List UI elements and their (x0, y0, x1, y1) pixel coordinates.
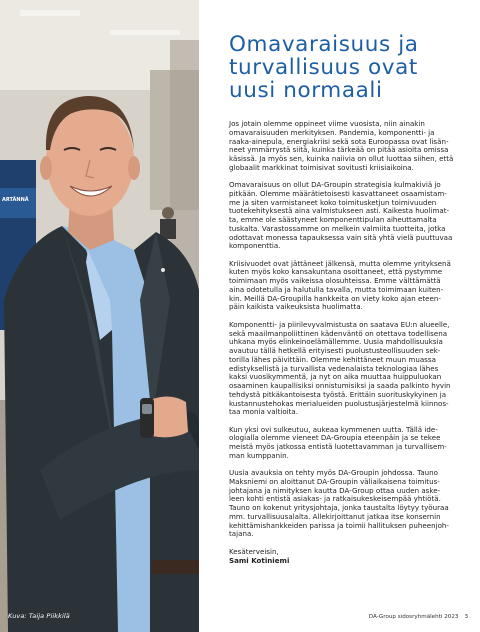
page-footer (369, 614, 468, 620)
text-line: kehittämishankkeiden parissa ja toimii hallituksen puheenjoh- (229, 520, 449, 530)
closing-greeting: Kesäterveisin, (229, 546, 279, 556)
text-line: omavaraisuuden merkityksen. Pandemia, komponentti- ja (229, 127, 435, 137)
text-line: raaka-ainepula, energiakriisi sekä sota Euroopassa ovat lisän- (229, 136, 449, 146)
text-line: tehdystä pitkäkantoisesta työstä. Erittäin suorituskykyinen ja (229, 389, 447, 399)
text-line: pitkään. Olemme määrätietoisesti kasvattaneet osaamistam- (229, 188, 447, 198)
portrait-photo (0, 0, 199, 632)
text-line: neet ymmärrystä siitä, kuinka tärkeää on pitää asioita omissa (229, 145, 449, 155)
text-line: johtajana ja nimityksen kautta DA-Group ottaa uuden aske- (229, 485, 441, 495)
text-line: osaaminen kaupallisiksi onnistumisiksi ja saada palkinto hyvin (229, 381, 451, 391)
article-headline (229, 33, 469, 102)
booth-sign-text: ARTÄNNÄ (2, 197, 29, 203)
closing-block (229, 548, 469, 566)
text-line: avautuu tällä hetkellä erityisesti puolustusteollisuuden sek- (229, 346, 441, 356)
headline-line: uusi normaali (229, 78, 383, 103)
paragraph (229, 120, 469, 173)
text-line: Jos jotain olemme oppineet viime vuosista, niin ainakin (229, 119, 425, 128)
text-line: Kriisivuodet ovat jättäneet jälkensä, mutta olemme yrityksenä (229, 258, 451, 268)
text-line: torilla lähes päivittäin. Olemme kehittäneet muun muassa (229, 354, 436, 364)
text-line: kin. Meillä DA-Groupilla hankkeita on viety koko ajan eteen- (229, 293, 441, 303)
page-number: 3 (464, 614, 468, 620)
text-line: toimimaan myös vaikeissa olosuhteissa. Emme välttämättä (229, 276, 441, 286)
text-line: leen kohti entistä asiakas- ja ratkaisukeskeisempää yhtiötä. (229, 494, 441, 504)
text-line: odottavat monessa tapauksessa vain sitä yhtä vielä puuttuvaa (229, 232, 453, 242)
text-line: globaalit markkinat toimisivat sovitusti kriisiaikoina. (229, 162, 414, 172)
photo-credit: Kuva: Taija Piikkilä (8, 612, 70, 620)
text-line: käsissä. Ja myös sen, kuinka naiivia on ollut luottaa siihen, että (229, 154, 454, 163)
paragraph (229, 321, 469, 417)
text-line: man kumppanin. (229, 450, 289, 460)
text-line: Tauno on kokenut yritysjohtaja, jonka taustalta löytyy työuraa (229, 503, 449, 513)
paragraph (229, 181, 469, 251)
paragraph (229, 426, 469, 461)
text-line: uhkana myös elinkeinoelämällemme. Uusia mahdollisuuksia (229, 337, 443, 347)
text-line: taa monia valtioita. (229, 407, 299, 417)
text-line: me ja siten varmistaneet koko toimitusketjun toimivuuden (229, 197, 437, 207)
text-line: Maksniemi on aloittanut DA-Groupin väliaikaisena toimitus- (229, 476, 440, 486)
text-line: ta, emme ole säästyneet komponenttipulan aiheuttamalta (229, 215, 437, 225)
paragraph (229, 260, 469, 313)
text-line: ologialla olemme vieneet DA-Groupia eteenpäin ja se tekee (229, 433, 441, 443)
text-line: mm. turvallisuusalalta. Allekirjoittanut jatkaa itse konsernin (229, 511, 441, 521)
text-line: Uusia avauksia on tehty myös DA-Groupin johdossa. Tauno (229, 468, 438, 478)
text-line: Komponentti- ja piirilevyvalmistusta on saatava EU:n alueelle, (229, 319, 450, 329)
text-line: tuskalta. Varastossamme on melkein valmiita tuotteita, jotka (229, 223, 446, 233)
text-line: tajana. (229, 529, 254, 539)
text-line: kustannustehokas merialueiden puolustusjärjestelmä kiinnos- (229, 398, 449, 408)
text-line: sekä maailmanpoliittinen kädenväntö on otettava todellisena (229, 328, 448, 338)
text-line: Omavaraisuus on ollut DA-Groupin strategisia kulmakiviä jo (229, 180, 441, 190)
headline-line: turvallisuus ovat (229, 55, 418, 80)
text-line: komponenttia. (229, 241, 281, 251)
article-body (229, 120, 469, 565)
signature: Sami Kotiniemi (229, 555, 290, 565)
text-line: tuotekehityksestä aina valmistukseen asti. Kaikesta huolimat- (229, 206, 450, 216)
text-line: päin kaikista vaikeuksista huolimatta. (229, 302, 363, 312)
portrait-illustration (0, 0, 199, 632)
text-line: Kun yksi ovi sulkeutuu, aukeaa kymmenen uutta. Tällä ide- (229, 424, 438, 434)
publication-name: DA-Group sidosryhmälehti 2023 (368, 614, 459, 620)
text-line: edistyksellistä ja turvallista vedenalaista teknologiaa lähes (229, 363, 439, 373)
text-line: meistä myös jatkossa entistä luotettavamman ja turvallisem- (229, 442, 447, 452)
paragraph (229, 469, 469, 539)
text-line: kaksi vuosikymmentä, ja nyt on aika muuttaa huippuluokan (229, 372, 442, 382)
text-line: aina odotetulla ja halutulla tavalla, mutta toimimaan kuiten- (229, 284, 444, 294)
text-line: kuten myös koko kansakuntana osoittaneet, että pystymme (229, 267, 443, 277)
headline-line: Omavaraisuus ja (229, 32, 419, 57)
